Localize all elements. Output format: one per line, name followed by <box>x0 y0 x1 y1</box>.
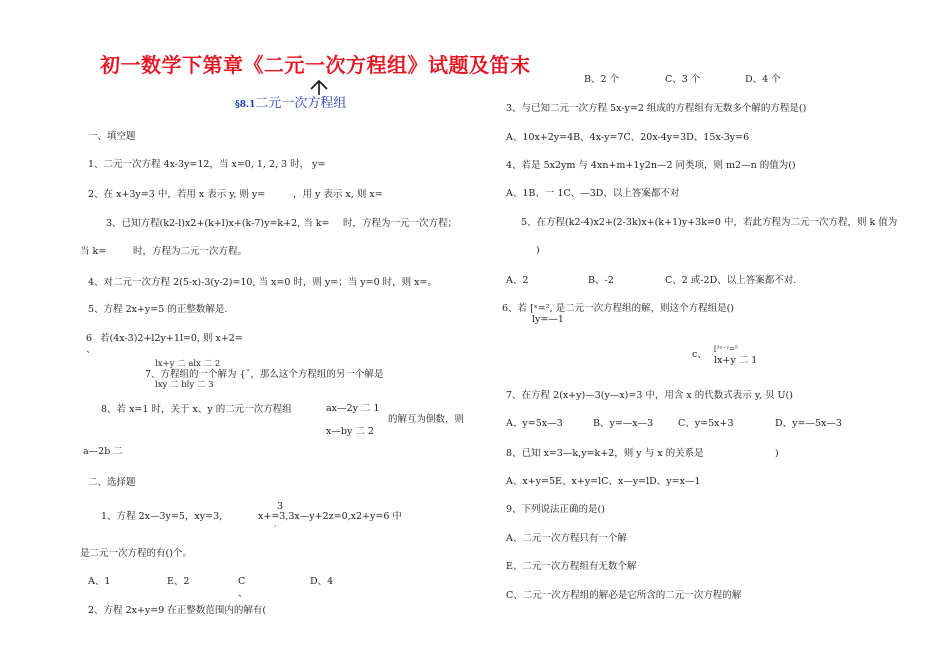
choice-5-option-b: B、-2 <box>588 275 614 286</box>
choice-5-option-cd: C、2 或-2D、以上答案都不对. <box>665 275 797 286</box>
choice-3: 3、与已知二元一次方程 5x-y=2 组成的方程组有无数多个解的方程是() <box>506 103 807 114</box>
choice-6-option-c-bottom: lx+y 二 1 <box>714 355 758 366</box>
choice-1-option-c-mark: 、 <box>238 588 248 599</box>
question-3-part-b: 时，方程为一元一次方程； <box>343 218 458 229</box>
question-3-part-a: 3、已知方程(k2-l)x2+(k+l)x+(k-7)y=k+2, 当 k= <box>106 218 330 229</box>
insert-caret-icon <box>308 78 330 96</box>
choice-1-option-d: D、4 <box>310 576 334 587</box>
choice-2: 2、方程 2x+y=9 在正整数范围内的解有( <box>88 605 267 616</box>
question-5: 5、方程 2x+y=5 的正整数解是. <box>88 304 228 315</box>
choice-7-option-b: B、y=—x—3 <box>593 418 654 429</box>
choice-7: 7、在方程 2(x+y)—3(y—x)=3 中，用含 x 的代数式表示 y, 贝 U() <box>506 390 793 401</box>
choice-5-close: ) <box>536 245 540 256</box>
question-8-part-b: 的解互为倒数，则 <box>388 414 465 425</box>
choice-1-part-a: 1、方程 2x—3y=5，xy=3, <box>101 511 223 522</box>
choice-9-option-e: E、二元一次方程组有无数个解 <box>506 561 637 572</box>
section-number: §8.1 <box>235 100 256 110</box>
choice-8-close: ) <box>775 448 779 459</box>
question-7-line-2: 7、方程组的一个解为 {ˇ，那么这个方程组的另一个解是 <box>145 369 384 380</box>
choice-1-superscript: 3 <box>277 501 284 512</box>
question-2-part-a: 2、在 x+3y=3 中，若用 x 表示 y, 则 y= <box>88 189 266 200</box>
question-7-line-1: lx+y 二 alx 二 2 <box>155 359 221 369</box>
question-3-part-c: 当 k= <box>80 246 107 257</box>
choice-1-option-a: A、1 <box>88 576 111 587</box>
section-title: 二元一次方程组 <box>255 96 347 111</box>
section-heading <box>235 96 346 112</box>
choice-9: 9、下列说法正确的是() <box>506 504 605 515</box>
question-1: 1、二元一次方程 4x-3y=12，当 x=0, 1, 2, 3 时， y= <box>88 159 326 170</box>
question-8-equation-2: x—by 二 2 <box>326 426 374 437</box>
choice-7-option-d: D、y=—5x—3 <box>775 418 842 429</box>
question-2-part-b: ，用 y 表示 x, 则 x= <box>293 189 383 200</box>
choice-1-option-e: E、2 <box>167 576 190 587</box>
choice-2-option-b: B、2 个 <box>584 74 620 85</box>
question-8-equation-1: ax—2y 二 1 <box>326 403 380 414</box>
choice-8: 8、已知 x=3—k,y=k+2，则 y 与 x 的关系是 <box>506 448 704 459</box>
choice-6-line-2: ly=—1 <box>532 314 564 325</box>
choice-1-part-b: x+=3,3x—y+2z=0,x2+y=6 中 <box>258 511 402 522</box>
question-6-number: 6 <box>86 333 93 344</box>
choice-3-options: A、10x+2y=4B、4x-y=7C、20x-4y=3D、15x-3y=6 <box>506 132 750 143</box>
choice-9-option-a: A、二元一次方程只有一个解 <box>506 533 627 544</box>
page-title: 初一数学下第章《二元一次方程组》试题及笛末 <box>100 53 531 77</box>
choice-1-option-c: C <box>238 576 246 587</box>
question-8-part-a: 8、若 x=1 时，关于 x、y 的二元一次方程组 <box>101 404 292 415</box>
choice-6-option-c-top: [²ˣ⁻ʸ=⁵ <box>714 345 738 353</box>
choice-6-option-c-label: c、 <box>692 349 707 360</box>
choice-8-options: A、x+y=5E、x+y=lC、x—y=lD、y=x—1 <box>506 476 701 487</box>
choice-5: 5、在方程(k2-4)x2+(2-3k)x+(k+1)y+3k=0 中，若此方程为二元一次方程，则 k 值为 <box>521 217 898 228</box>
fill-blank-header: 一、填空题 <box>88 131 136 142</box>
choice-5-option-a: A、2 <box>506 275 529 286</box>
choice-1-part-c: 是二元一次方程的有()个。 <box>80 548 192 559</box>
question-4: 4、对二元一次方程 2(5-x)-3(y-2)=10, 当 x=0 时，则 y=；当 y=0 时，则 x=。 <box>88 277 438 288</box>
choice-6: 6、若 [ˣ=², 是二元一次方程组的解，则这个方程组是() <box>502 303 735 314</box>
question-6: 若(4x-3)2+l2y+1l=0, 则 x+2= <box>100 333 243 344</box>
choice-7-option-a: A、y=5x—3 <box>506 418 563 429</box>
question-6-mark: 、 <box>86 344 96 355</box>
choice-4-options: A、1B、一 1C、—3D、以上答案都不对 <box>506 188 680 199</box>
choice-2-option-d: D、4 个 <box>745 74 781 85</box>
question-8-part-c: a—2b 二 <box>83 446 123 457</box>
choice-7-option-c: C、y=5x+3 <box>678 418 734 429</box>
choice-2-option-c: C、3 个 <box>665 74 701 85</box>
choice-1-mark: 、 <box>274 520 281 528</box>
choice-9-option-c: C、二元一次方程组的解必是它所含的二元一次方程的解 <box>506 590 742 601</box>
choice-4: 4、若是 5x2ym 与 4xn+m+1y2n—2 同类项，则 m2—n 的值为() <box>506 160 796 171</box>
question-7-line-3: lxy 二 bly 二 3 <box>155 380 214 390</box>
multiple-choice-header: 二、选择题 <box>88 477 136 488</box>
question-3-part-d: 时，方程为二元一次方程。 <box>133 246 248 257</box>
